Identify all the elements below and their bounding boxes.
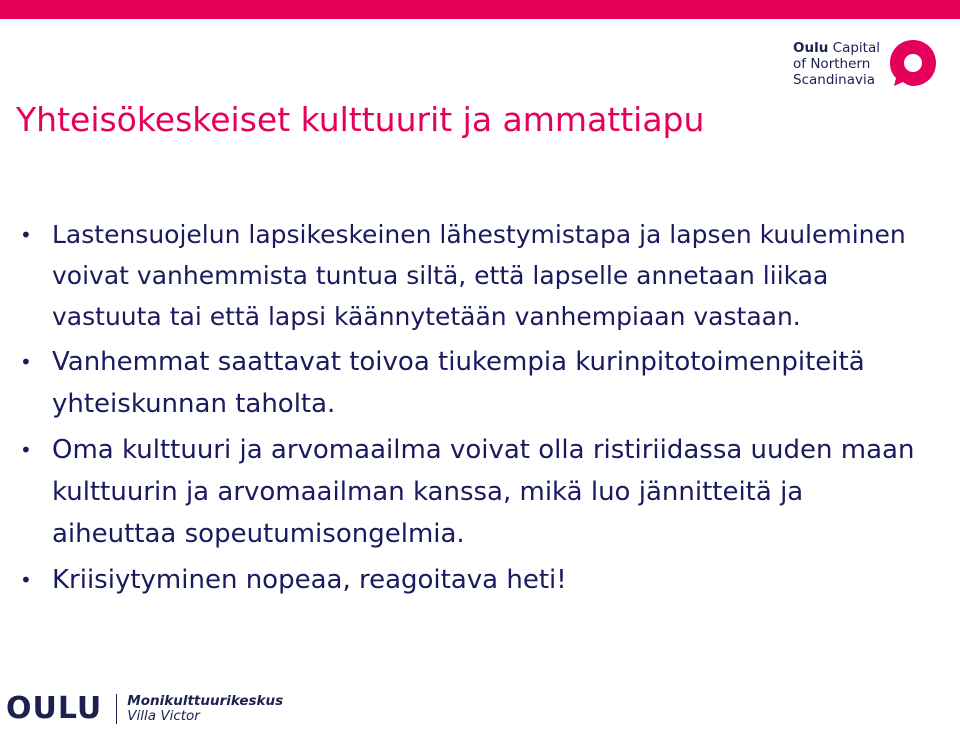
bullet-marker: •: [20, 223, 32, 247]
bullet-marker: •: [20, 438, 32, 462]
brand-line2: of Northern: [793, 56, 871, 72]
footer-org-line1: Monikulttuurikeskus: [127, 693, 284, 709]
bullet-text: Vanhemmat saattavat toivoa tiukempia kurinpitotoimenpiteitä yhteiskunnan taholta.: [52, 347, 865, 419]
bullet-text: Oma kulttuuri ja arvomaailma voivat olla ristiriidassa uuden maan kulttuurin ja arvomaailman kanssa, mikä luo jännitteitä ja aiheuttaa sopeutumisongelmia.: [52, 435, 915, 549]
bullet-marker: •: [20, 568, 32, 592]
footer-divider: [116, 694, 117, 724]
brand-text: [793, 40, 880, 88]
bullet-item: [20, 214, 920, 337]
footer-org: [127, 694, 283, 724]
brand-line3: Scandinavia: [793, 72, 876, 88]
footer-org-line2: Villa Victor: [127, 708, 200, 724]
top-accent-bar: [0, 0, 960, 19]
oulu-logo: OULU: [6, 691, 103, 726]
bullet-text: Lastensuojelun lapsikeskeinen lähestymistapa ja lapsen kuuleminen voivat vanhemmista tuntua siltä, että lapselle annetaan liikaa vastuuta tai että lapsi käännytetään vanhempiaan vastaan.: [52, 220, 906, 331]
oulu-capital-brand: [793, 38, 938, 88]
brand-line1-strong: Oulu: [793, 40, 829, 56]
speech-bubble-icon: [888, 38, 938, 88]
bullet-item: [20, 429, 920, 555]
bullet-marker: •: [20, 350, 32, 374]
slide-title: Yhteisökeskeiset kulttuurit ja ammattiapu: [16, 100, 705, 139]
bullet-item: [20, 559, 920, 601]
bullet-list: [20, 214, 920, 605]
footer: [6, 693, 283, 725]
brand-line1-rest: Capital: [828, 40, 880, 56]
bullet-text: Kriisiytyminen nopeaa, reagoitava heti!: [52, 565, 567, 595]
bullet-item: [20, 341, 920, 425]
